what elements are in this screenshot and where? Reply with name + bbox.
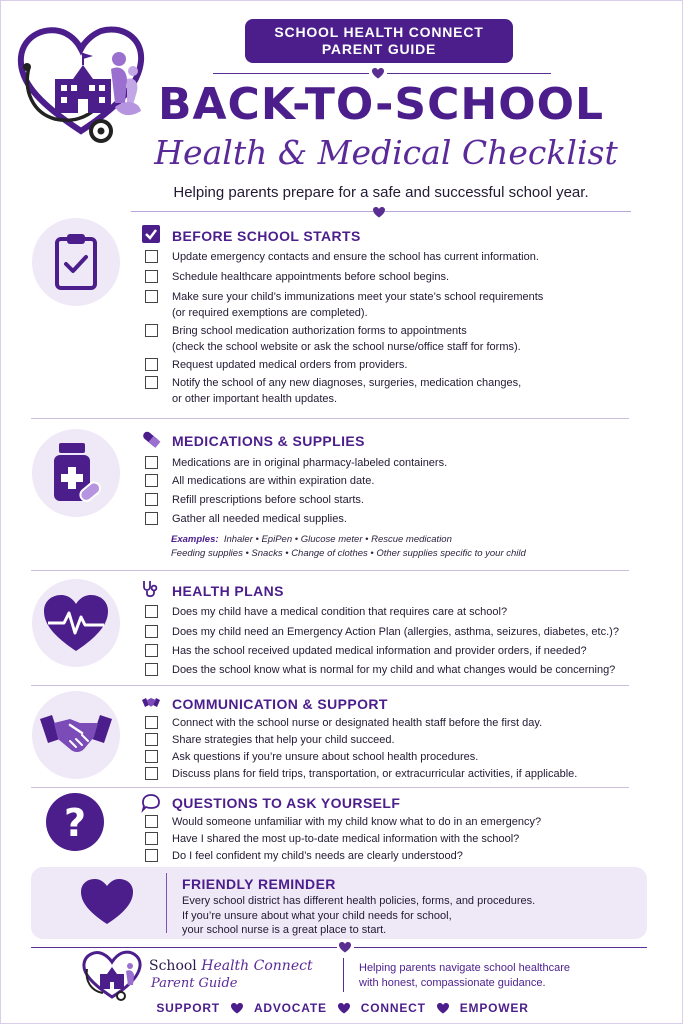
list-item[interactable] xyxy=(145,357,407,373)
checkbox[interactable] xyxy=(145,716,158,729)
list-item[interactable] xyxy=(145,766,577,782)
checkbox[interactable] xyxy=(145,832,158,845)
footer-message: Helping parents navigate school healthcare with honest, compassionate guidance. xyxy=(359,962,570,989)
footer-logo xyxy=(81,949,143,1001)
list-item[interactable] xyxy=(145,375,521,407)
item-text: Make sure your child’s immunizations meet your state’s school requirements (or required exemptions are completed). xyxy=(172,291,544,319)
school-health-logo xyxy=(15,21,147,145)
examples-line-2: Feeding supplies • Snacks • Change of clothes • Other supplies specific to your child xyxy=(171,548,526,559)
checkbox[interactable] xyxy=(145,750,158,763)
list-item[interactable] xyxy=(145,662,615,678)
checked-box-icon xyxy=(141,224,161,244)
section-divider xyxy=(31,787,629,788)
item-text: Discuss plans for field trips, transportation, or extracurricular activities, if applicable. xyxy=(172,768,578,780)
checkbox[interactable] xyxy=(145,290,158,303)
list-item[interactable] xyxy=(145,732,395,748)
item-text: Request updated medical orders from providers. xyxy=(172,359,408,371)
list-item[interactable] xyxy=(145,455,447,471)
heart-divider-icon xyxy=(339,942,351,953)
checkbox[interactable] xyxy=(145,493,158,506)
item-text: Medications are in original pharmacy-labeled containers. xyxy=(172,457,448,469)
speech-bubble-icon xyxy=(141,793,161,813)
checkbox[interactable] xyxy=(145,376,158,389)
pillar-support: SUPPORT xyxy=(156,1001,220,1015)
list-item[interactable] xyxy=(145,814,541,830)
checkbox[interactable] xyxy=(145,849,158,862)
item-text: Refill prescriptions before school starts. xyxy=(172,494,364,506)
header-divider-left xyxy=(213,73,369,74)
list-item[interactable] xyxy=(145,492,364,508)
medicine-bottle-icon xyxy=(51,441,103,505)
list-item[interactable] xyxy=(145,473,374,489)
brand-plain: School xyxy=(149,958,202,974)
page-title: BACK-TO-SCHOOL xyxy=(157,79,605,130)
section-divider xyxy=(31,570,629,571)
footer-brand-subtitle: Parent Guide xyxy=(151,976,238,991)
examples-label: Examples: xyxy=(171,534,219,545)
footer-pillars xyxy=(1,1001,683,1015)
pill-icon xyxy=(141,429,161,449)
checkbox[interactable] xyxy=(145,324,158,337)
reminder-text: Every school district has different health policies, forms, and procedures. If you’re unsure about what your child needs for school, your school nurse is a great place to start. xyxy=(182,895,536,936)
svg-text:?: ? xyxy=(63,801,87,845)
item-text: Bring school medication authorization forms to appointments (check the school website or ask the school nurse/office staff for forms). xyxy=(172,325,521,353)
handshake-small-icon xyxy=(141,693,161,713)
item-text: Notify the school of any new diagnoses, surgeries, medication changes, or other important health updates. xyxy=(172,377,522,405)
heart-divider-icon xyxy=(372,68,384,79)
heart-separator-icon xyxy=(231,1003,243,1014)
tagline: Helping parents prepare for a safe and successful school year. xyxy=(173,184,589,201)
footer-vertical-divider xyxy=(343,958,344,992)
banner-line-2: PARENT GUIDE xyxy=(321,41,437,57)
checkbox[interactable] xyxy=(145,250,158,263)
section-title-medications: MEDICATIONS & SUPPLIES xyxy=(172,433,365,449)
pillar-connect: CONNECT xyxy=(360,1001,426,1015)
item-text: Has the school received updated medical information and provider orders, if needed? xyxy=(172,645,587,657)
brand-italic: Health Connect xyxy=(201,958,313,974)
pillar-advocate: ADVOCATE xyxy=(253,1001,327,1015)
checkbox[interactable] xyxy=(145,270,158,283)
list-item[interactable] xyxy=(145,269,449,285)
heart-divider-icon xyxy=(373,207,385,218)
heartbeat-icon xyxy=(44,595,108,653)
heart-separator-icon xyxy=(338,1003,350,1014)
item-text: Update emergency contacts and ensure the school has current information. xyxy=(172,251,539,263)
footer-divider-left xyxy=(31,947,337,948)
pillar-empower: EMPOWER xyxy=(459,1001,529,1015)
item-text: Ask questions if you’re unsure about school health procedures. xyxy=(172,751,479,763)
examples-text: Inhaler • EpiPen • Glucose meter • Rescue medication xyxy=(223,534,452,545)
item-text: Share strategies that help your child succeed. xyxy=(172,734,395,746)
checkbox[interactable] xyxy=(145,663,158,676)
checkbox[interactable] xyxy=(145,512,158,525)
checkbox[interactable] xyxy=(145,815,158,828)
list-item[interactable] xyxy=(145,249,539,265)
list-item[interactable] xyxy=(145,604,507,620)
footer-divider-right xyxy=(354,947,647,948)
checkbox[interactable] xyxy=(145,474,158,487)
item-text: Connect with the school nurse or designated health staff before the first day. xyxy=(172,717,543,729)
checkbox[interactable] xyxy=(145,605,158,618)
section-title-questions: QUESTIONS TO ASK YOURSELF xyxy=(172,795,401,811)
list-item[interactable] xyxy=(145,511,347,527)
list-item[interactable] xyxy=(145,715,542,731)
section-icon-circle xyxy=(32,218,120,306)
checkbox[interactable] xyxy=(145,733,158,746)
heart-separator-icon xyxy=(437,1003,449,1014)
item-text: Do I feel confident my child’s needs are clearly understood? xyxy=(172,850,463,862)
header-divider-right xyxy=(387,73,551,74)
section-title-before-school: BEFORE SCHOOL STARTS xyxy=(172,228,361,244)
list-item[interactable] xyxy=(145,289,543,321)
checkbox[interactable] xyxy=(145,456,158,469)
list-item[interactable] xyxy=(145,624,619,640)
checkbox[interactable] xyxy=(145,625,158,638)
item-text: Does my child have a medical condition that requires care at school? xyxy=(172,606,508,618)
handshake-icon xyxy=(40,713,112,757)
list-item[interactable] xyxy=(145,848,463,864)
guide-banner xyxy=(245,19,513,63)
item-text: Would someone unfamiliar with my child know what to do in an emergency? xyxy=(172,816,542,828)
footer-brand-name xyxy=(149,958,313,974)
section-title-communication: COMMUNICATION & SUPPORT xyxy=(172,696,388,712)
heart-icon xyxy=(81,879,133,925)
checkbox[interactable] xyxy=(145,644,158,657)
item-text: Schedule healthcare appointments before school begins. xyxy=(172,271,450,283)
item-text: Have I shared the most up-to-date medical information with the school? xyxy=(172,833,520,845)
item-text: Does the school know what is normal for my child and what changes would be concerning? xyxy=(172,664,616,676)
section-icon-circle xyxy=(32,579,120,667)
examples-line-1 xyxy=(171,533,452,547)
list-item[interactable] xyxy=(145,323,521,355)
list-item[interactable] xyxy=(145,749,478,765)
item-text: Does my child need an Emergency Action Plan (allergies, asthma, seizures, diabetes, etc.)? xyxy=(172,626,619,638)
page-subtitle: Health & Medical Checklist xyxy=(154,133,618,172)
item-text: Gather all needed medical supplies. xyxy=(172,513,347,525)
checkbox[interactable] xyxy=(145,358,158,371)
reminder-title: FRIENDLY REMINDER xyxy=(182,876,336,892)
section-divider xyxy=(31,418,629,419)
section-title-health-plans: HEALTH PLANS xyxy=(172,583,284,599)
question-mark-icon xyxy=(45,792,105,852)
list-item[interactable] xyxy=(145,643,587,659)
section-icon-circle xyxy=(32,691,120,779)
list-item[interactable] xyxy=(145,831,519,847)
clipboard-check-icon xyxy=(54,231,98,291)
section-icon-circle xyxy=(32,429,120,517)
stethoscope-icon xyxy=(141,579,161,599)
checkbox[interactable] xyxy=(145,767,158,780)
reminder-divider xyxy=(166,873,167,933)
item-text: All medications are within expiration date. xyxy=(172,475,375,487)
banner-line-1: SCHOOL HEALTH CONNECT xyxy=(274,24,484,40)
section-divider xyxy=(31,685,629,686)
